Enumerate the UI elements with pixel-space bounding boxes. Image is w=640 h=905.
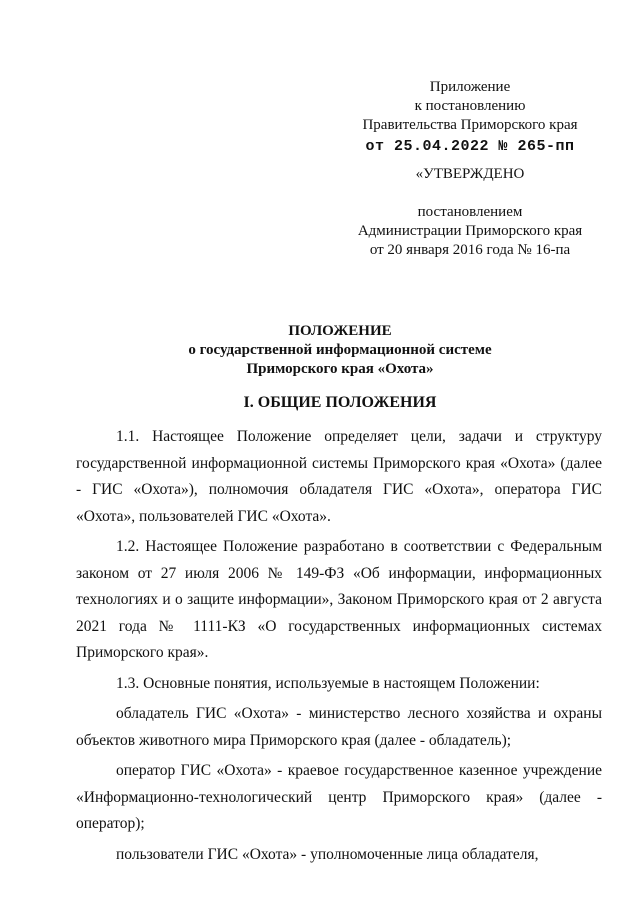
document-body (76, 424, 602, 872)
appendix-header (330, 78, 610, 156)
definition-users: пользователи ГИС «Охота» - уполномоченные лица обладателя, (116, 845, 539, 863)
appendix-government: Правительства Приморского края (362, 117, 578, 133)
appendix-label: Приложение (429, 79, 511, 95)
paragraph-1-2: 1.2. Настоящее Положение разработано в соответствии с Федеральным законом от 27 июля 2006 № 149-ФЗ «Об информации, информационных технологиях и о защите информации», Законом Приморского края от 2 августа 2021 года № 1111-КЗ «О государственных информационных системах Приморского края». (76, 538, 602, 661)
approved-date-number: от 20 января 2016 года № 16-па (369, 242, 571, 258)
title-line-2: о государственной информационной системе (188, 342, 492, 358)
approval-block (330, 165, 610, 260)
document-title (60, 322, 620, 379)
section-title: I. ОБЩИЕ ПОЛОЖЕНИЯ (243, 394, 437, 411)
approved-administration: Администрации Приморского края (357, 223, 583, 239)
appendix-to-resolution: к постановлению (414, 98, 526, 114)
approved-by-resolution: постановлением (417, 204, 523, 220)
paragraph-1-1: 1.1. Настоящее Положение определяет цели, задачи и структуру государственной информационной системы Приморского края «Охота» (далее - ГИС «Охота»), полномочия обладателя ГИС «Охота», оператора ГИС «Охота», пользователей ГИС «Охота». (76, 428, 602, 525)
title-line-3: Приморского края «Охота» (246, 361, 434, 377)
title-line-1: ПОЛОЖЕНИЕ (288, 323, 392, 339)
definition-owner: обладатель ГИС «Охота» - министерство лесного хозяйства и охраны объектов животного мира Приморского края (далее - обладатель); (76, 705, 602, 749)
approved-label: «УТВЕРЖДЕНО (415, 166, 525, 182)
definition-operator: оператор ГИС «Охота» - краевое государственное казенное учреждение «Информационно-технологический центр Приморского края» (далее - оператор); (76, 762, 602, 832)
paragraph-1-3: 1.3. Основные понятия, используемые в настоящем Положении: (116, 674, 540, 692)
resolution-date-number: от 25.04.2022 № 265-пп (365, 138, 575, 155)
